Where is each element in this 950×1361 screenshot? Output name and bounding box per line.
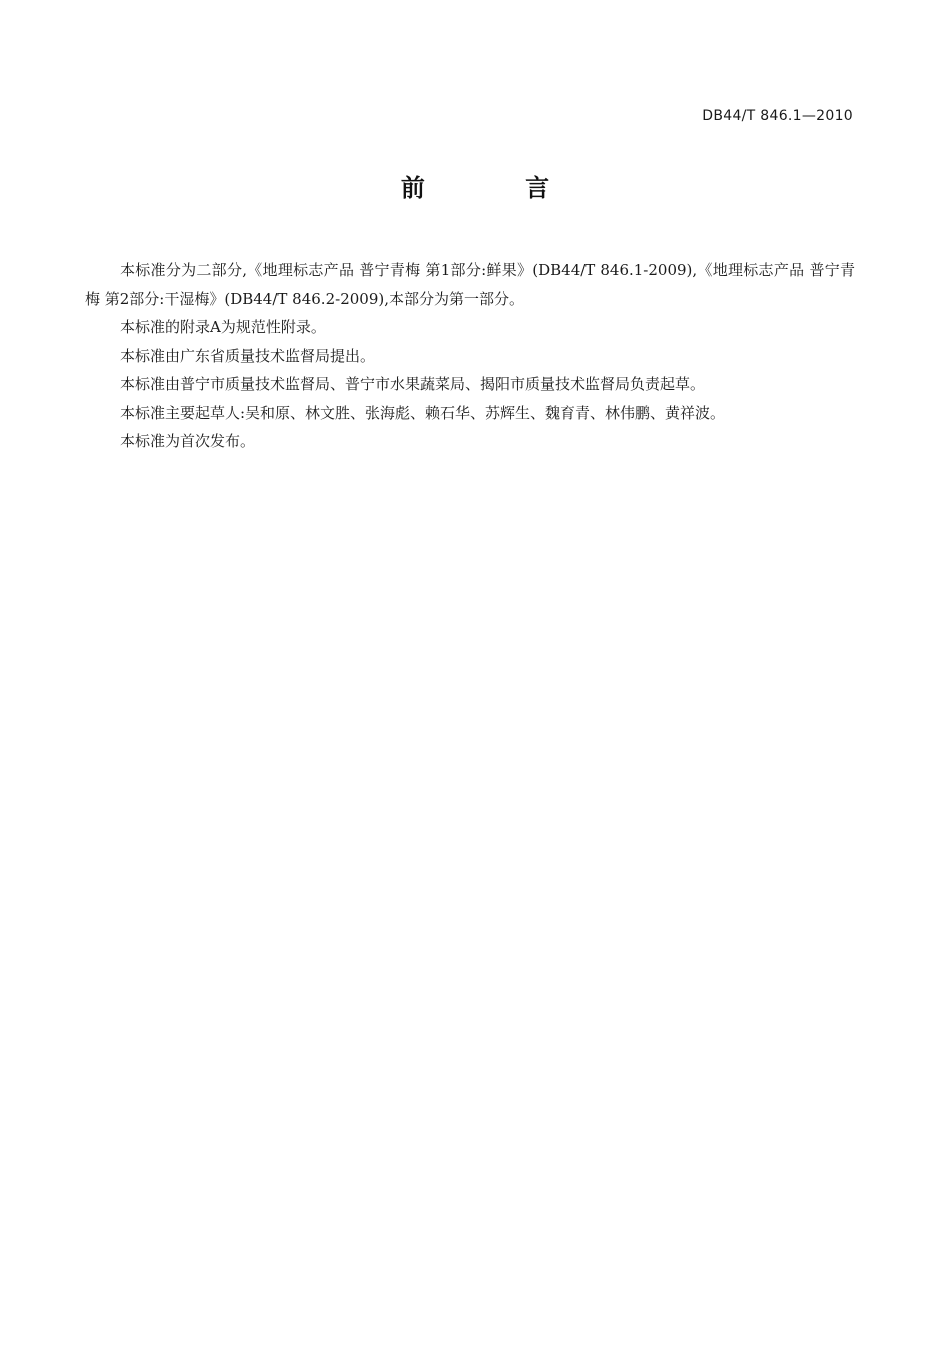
paragraph-first-release: 本标准为首次发布。 — [120, 432, 256, 450]
paragraph-drafters: 本标准主要起草人:吴和原、林文胜、张海彪、赖石华、苏辉生、魏育青、林伟鹏、黄祥波。 — [120, 403, 726, 422]
paragraph-proposer: 本标准由广东省质量技术监督局提出。 — [120, 346, 376, 365]
paragraph-appendix: 本标准的附录A为规范性附录。 — [120, 318, 326, 336]
standard-code: DB44/T 846.1—2010 — [702, 108, 853, 124]
paragraph-structure: 本标准分为二部分,《地理标志产品 普宁青梅 第1部分:鲜果》(DB44/T 846.1-2009),《地理标志产品 普宁青梅 第2部分:干湿梅》(DB44/T 846.2-2009),本部分为第一部分。 — [85, 261, 855, 308]
foreword-title: 前 言 — [400, 174, 596, 202]
foreword-body — [85, 256, 855, 456]
paragraph-drafting-units: 本标准由普宁市质量技术监督局、普宁市水果蔬菜局、揭阳市质量技术监督局负责起草。 — [120, 375, 706, 393]
